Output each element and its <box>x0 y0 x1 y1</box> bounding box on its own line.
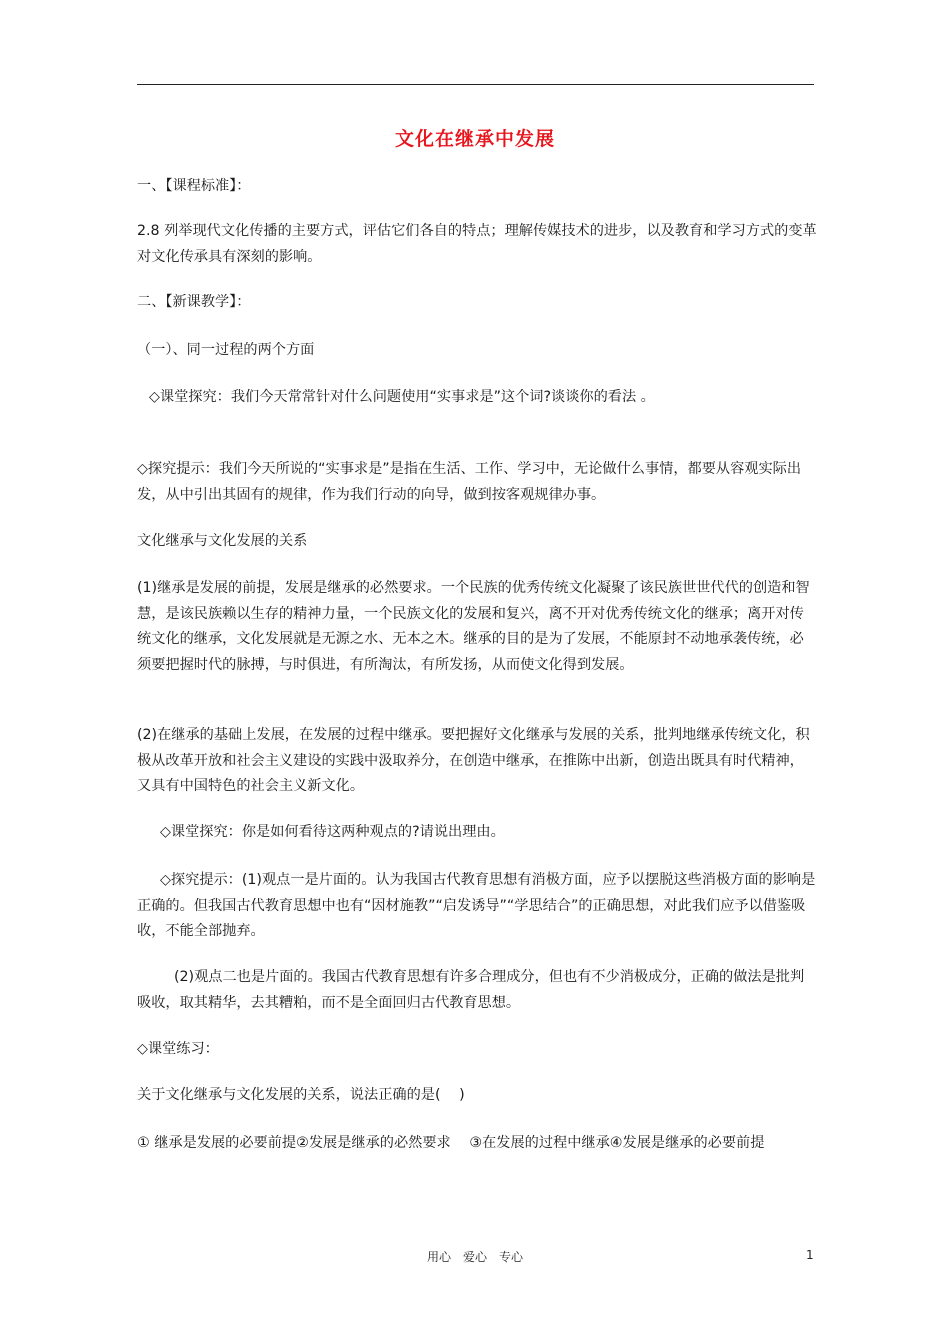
page-number: 1 <box>806 1248 814 1262</box>
section-heading-standard: 一、【课程标准】： <box>137 178 251 194</box>
exploration-hint-2: ◇探究提示：(1)观点一是片面的。认为我国古代教育思想有消极方面，应予以摆脱这些消极方面的影响是正确的。但我国古代教育思想中也有“因材施教”“启发诱导”“学思结合”的正确思想，对此我们应予以借鉴吸收，不能全部抛弃。 <box>137 872 816 939</box>
exploration-hint-1: ◇探究提示：我们今天所说的“实事求是”是指在生活、工作、学习中，无论做什么事情，都要从容观实际出发，从中引出其固有的规律，作为我们行动的向导，做到按客观规律办事。 <box>137 461 802 503</box>
exploration-question-2: ◇课堂探究：你是如何看待这两种观点的?请说出理由。 <box>160 824 505 840</box>
exploration-question-1: ◇课堂探究：我们今天常常针对什么问题使用“实事求是”这个词?谈谈你的看法 。 <box>149 389 655 405</box>
point-1-paragraph: (1)继承是发展的前提，发展是继承的必然要求。一个民族的优秀传统文化凝聚了该民族世世代代的创造和智慧，是该民族赖以生存的精神力量，一个民族文化的发展和复兴，离不开对优秀传统文化的继承；离开对传统文化的继承，文化发展就是无源之水、无本之木。继承的目的是为了发展，不能原封不动地承袭传统，必须要把握时代的脉搏，与时俱进，有所淘汰，有所发扬，从而使文化得到发展。 <box>137 580 810 673</box>
subsection-heading: （一）、同一过程的两个方面 <box>137 342 315 358</box>
section-heading-teaching: 二、【新课教学】： <box>137 294 251 310</box>
practice-question: 关于文化继承与文化发展的关系，说法正确的是( ) <box>137 1087 465 1103</box>
document-title: 文化在继承中发展 <box>394 128 555 150</box>
relationship-heading: 文化继承与文化发展的关系 <box>137 533 308 549</box>
exploration-hint-2-part-2: (2)观点二也是片面的。我国古代教育思想有许多合理成分，但也有不少消极成分，正确的做法是批判吸收，取其精华，去其糟粕，而不是全面回归古代教育思想。 <box>137 969 805 1011</box>
point-2-paragraph: (2)在继承的基础上发展，在发展的过程中继承。要把握好文化继承与发展的关系，批判地继承传统文化，积极从改革开放和社会主义建设的实践中汲取养分，在创造中继承，在推陈中出新，创造出既具有时代精神， 又具有中国特色的社会主义新文化。 <box>137 727 810 794</box>
practice-heading: ◇课堂练习： <box>137 1041 219 1057</box>
paragraph-standard-text: 2.8 列举现代文化传播的主要方式，评估它们各自的特点；理解传媒技术的进步，以及教育和学习方式的变革对文化传承具有深刻的影响。 <box>137 223 817 265</box>
header-rule <box>137 84 814 85</box>
practice-options: ① 继承是发展的必要前提②发展是继承的必然要求 ③在发展的过程中继承④发展是继承的必要前提 <box>137 1135 765 1151</box>
footer-motto: 用心 爱心 专心 <box>426 1250 523 1264</box>
